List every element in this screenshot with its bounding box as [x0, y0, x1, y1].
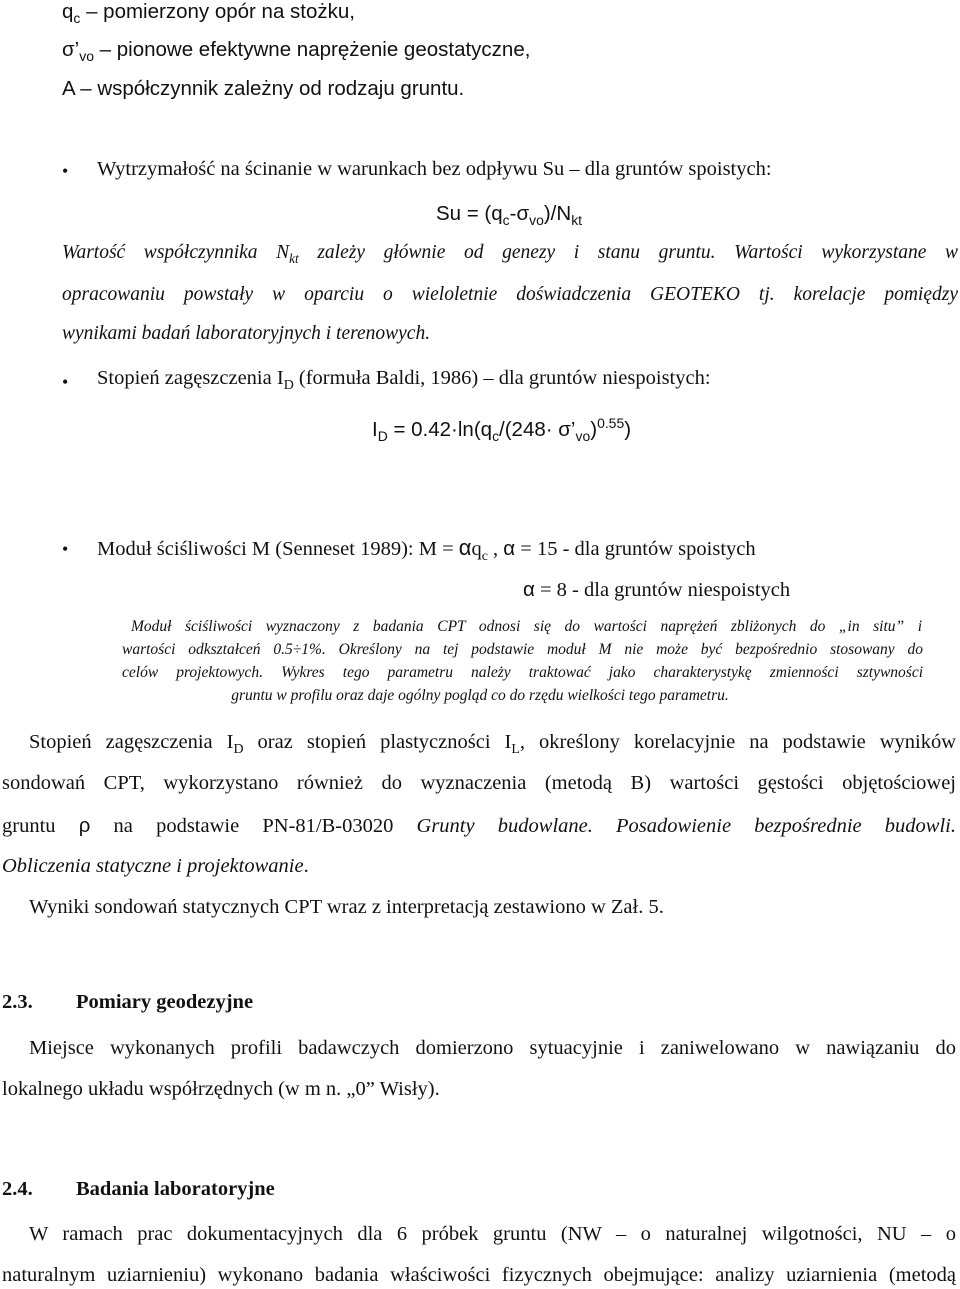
para1-line-3: gruntu ρ na podstawie PN-81/B-03020 Grunty budowlane. Posadowienie bezpośrednie budowli. [2, 814, 956, 837]
bullet-su: • [62, 161, 69, 181]
definition-sigma: $\sigma’_{vo}$ – pionowe efektywne naprężenie geostatyczne, [62, 38, 531, 65]
bullet-modulus: • [62, 539, 69, 559]
su-heading: Wytrzymałość na ścinanie w warunkach bez odpływu Su – dla gruntów spoistych: [97, 158, 772, 180]
modulus-note-line-2: wartości odkształceń 0.5÷1%. Określony na tej podstawie moduł M nie może być bezpośrednio stosowany do [122, 641, 923, 658]
bullet-id: • [62, 372, 69, 392]
section-2-4-title: Badania laboratoryjne [76, 1178, 275, 1200]
su-paragraph-line-1: Wartość współczynnika $N_{kt}$ zależy głównie od genezy i stanu gruntu. Wartości wykorzystane w [62, 242, 959, 266]
para1-line-1: Stopień zagęszczenia $I_D$ oraz stopień plastyczności $I_L$, określony korelacyjnie na podstawie wyników [29, 731, 956, 758]
section-2-3-title: Pomiary geodezyjne [76, 991, 254, 1013]
definition-qc: $q_c$ – pomierzony opór na stożku, [62, 0, 355, 27]
modulus-line-1: Moduł ściśliwości M (Senneset 1989): $M = \alpha q_c$ , α = 15 - dla gruntów spoistych [97, 535, 756, 565]
su-formula: $Su = (q_c-\sigma_{vo})/N_{kt}$ [436, 202, 583, 229]
modulus-note-line-3: celów projektowych. Wykres tego parametru należy traktować jako charakterystykę zmienności sztywności [122, 664, 923, 681]
para1-line-4: Obliczenia statyczne i projektowanie. [2, 855, 309, 877]
modulus-note-line-1: Moduł ściśliwości wyznaczony z badania CPT odnosi się do wartości naprężeń zbliżonych do „in situ” i [131, 618, 922, 635]
id-formula: $I_D = 0.42\cdot\ln(q_c/(248\cdot$ $\sigma’_{vo})^{0.55}$) [372, 415, 632, 445]
modulus-note-line-4: gruntu w profilu oraz daje ogólny pogląd co do rzędu wielkości tego parametru. [231, 687, 729, 704]
section-2-3-number: 2.3. [2, 991, 33, 1013]
su-paragraph-line-3: wynikami badań laboratoryjnych i terenowych. [62, 323, 431, 344]
para2: Wyniki sondowań statycznych CPT wraz z interpretacją zestawiono w Zał. 5. [29, 896, 664, 918]
id-heading: Stopień zagęszczenia $I_D$ (formuła Baldi, 1986) – dla gruntów niespoistych: [97, 367, 711, 394]
section-2-4-line-2: naturalnym uziarnieniu) wykonano badania właściwości fizycznych obejmujące: analizy uziarnienia (metodą [2, 1264, 956, 1286]
section-2-3-line-2: lokalnego układu współrzędnych (w m n. „0” Wisły). [2, 1078, 440, 1100]
para1-line-2: sondowań CPT, wykorzystano również do wyznaczenia (metodą B) wartości gęstości objętościowej [2, 772, 956, 794]
section-2-4-line-1: W ramach prac dokumentacyjnych dla 6 próbek gruntu (NW – o naturalnej wilgotności, NU – o [29, 1223, 956, 1245]
su-paragraph-line-2: opracowaniu powstały w oparciu o wieloletnie doświadczenia GEOTEKO tj. korelacje pomiędzy [62, 284, 958, 305]
definition-a: A – współczynnik zależny od rodzaju gruntu. [62, 77, 465, 100]
modulus-line-2: α = 8 - dla gruntów niespoistych [523, 578, 791, 601]
section-2-3-line-1: Miejsce wykonanych profili badawczych domierzono sytuacyjnie i zaniwelowano w nawiązaniu do [29, 1037, 956, 1059]
section-2-4-number: 2.4. [2, 1178, 33, 1200]
